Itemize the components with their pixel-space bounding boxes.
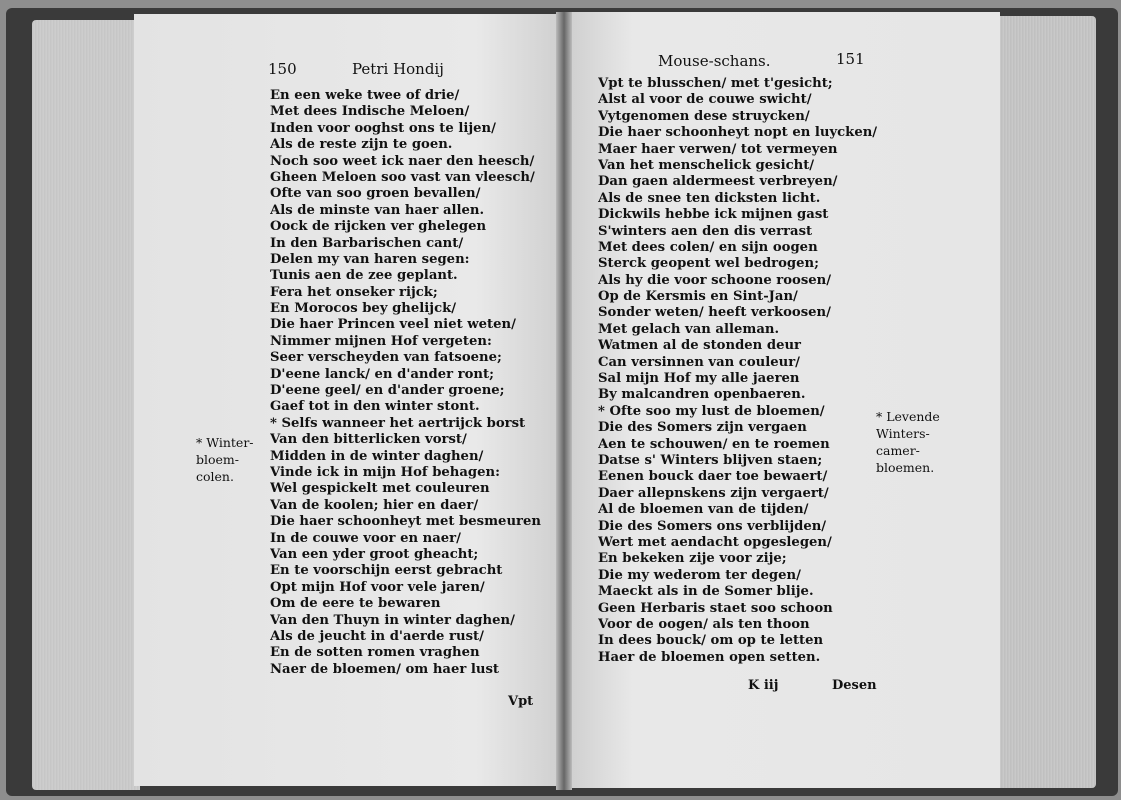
text-line: Als de snee ten dicksten licht. [598, 190, 821, 206]
text-line: Sal mijn Hof my alle jaeren [598, 371, 800, 387]
margin-note-line: bloem- [196, 452, 239, 467]
text-line: Sterck geopent wel bedrogen; [598, 256, 819, 272]
margin-note-line: camer- [876, 443, 920, 458]
text-line: Sonder weten/ heeft verkoosen/ [598, 305, 831, 321]
text-line: Delen my van haren segen: [270, 251, 470, 267]
text-line: Alst al voor de couwe swicht/ [598, 92, 812, 108]
text-line: Met dees colen/ en sijn oogen [598, 239, 818, 255]
text-line: * Ofte soo my lust de bloemen/ [598, 403, 825, 419]
text-line: Naer de bloemen/ om haer lust [270, 661, 500, 677]
right-running-head: Mouse-schans. [658, 52, 771, 70]
text-line: Gaef tot in den winter stont. [270, 399, 480, 415]
right-page-text [598, 76, 877, 666]
text-line: Van den bitterlicken vorst/ [270, 432, 467, 448]
text-line: Nimmer mijnen Hof vergeten: [270, 333, 492, 349]
text-line: Van het menschelick gesicht/ [598, 157, 815, 173]
right-catchword: Desen [832, 678, 877, 693]
text-line: Als de minste van haer allen. [270, 202, 485, 218]
text-line: By malcandren openbaeren. [598, 387, 806, 403]
text-line: Haer de bloemen open setten. [598, 649, 821, 665]
text-line: Fera het onseker rijck; [270, 284, 438, 300]
text-line: Wel gespickelt met couleuren [270, 481, 490, 497]
text-line: Dan gaen aldermeest verbreyen/ [598, 174, 838, 190]
text-line: In den Barbarischen cant/ [270, 235, 464, 251]
left-page-text [270, 88, 541, 678]
margin-note-line: bloemen. [876, 460, 935, 475]
text-line: Aen te schouwen/ en te roemen [598, 436, 830, 452]
text-line: Eenen bouck daer toe bewaert/ [598, 469, 828, 485]
text-line: Datse s' Winters blijven staen; [598, 452, 823, 468]
text-line: Daer allepnskens zijn vergaert/ [598, 485, 829, 501]
text-line: Noch soo weet ick naer den heesch/ [270, 153, 535, 169]
text-line: S'winters aen den dis verrast [598, 223, 813, 239]
text-line: Dickwils hebbe ick mijnen gast [598, 207, 829, 223]
text-line: Van de koolen; hier en daer/ [270, 497, 479, 513]
text-line: Oock de rijcken ver ghelegen [270, 219, 487, 235]
page-signature: K iij [748, 678, 779, 693]
text-line: En bekeken zije voor zije; [598, 551, 787, 567]
book-gutter [556, 12, 572, 790]
left-margin-note [196, 434, 254, 485]
text-line: Wert met aendacht opgeslegen/ [598, 534, 832, 550]
text-line: Inden voor ooghst ons te lijen/ [270, 120, 496, 136]
left-page-number: 150 [268, 60, 297, 78]
text-line: Vytgenomen dese struycken/ [598, 108, 810, 124]
left-running-head: Petri Hondij [352, 60, 444, 78]
text-line: Die des Somers zijn vergaen [598, 420, 807, 436]
text-line: Voor de oogen/ als ten thoon [598, 616, 810, 632]
text-line: In de couwe voor en naer/ [270, 530, 461, 546]
text-line: Seer verscheyden van fatsoene; [270, 350, 502, 366]
text-line: Ofte van soo groen bevallen/ [270, 186, 481, 202]
right-margin-note [876, 408, 940, 476]
text-line: Die my wederom ter degen/ [598, 567, 801, 583]
text-line: En te voorschijn eerst gebracht [270, 563, 503, 579]
margin-note-line: * Winter- [196, 435, 254, 450]
text-line: * Selfs wanneer het aertrijck borst [270, 415, 526, 431]
text-line: En de sotten romen vraghen [270, 645, 480, 661]
margin-note-line: Winters- [876, 426, 930, 441]
text-line: En een weke twee of drie/ [270, 88, 460, 103]
right-page-edges [992, 16, 1096, 788]
text-line: Can versinnen van couleur/ [598, 354, 800, 370]
text-line: Met gelach van alleman. [598, 321, 780, 337]
text-line: D'eene lanck/ en d'ander ront; [270, 366, 494, 382]
text-line: Die haer Princen veel niet weten/ [270, 317, 516, 333]
text-line: En Morocos bey ghelijck/ [270, 301, 457, 317]
text-line: Als hy die voor schoone roosen/ [598, 272, 832, 288]
text-line: Om de eere te bewaren [270, 596, 441, 612]
left-catchword: Vpt [508, 694, 534, 709]
text-line: Van een yder groot gheacht; [270, 546, 479, 562]
text-line: Al de bloemen van de tijden/ [598, 502, 809, 518]
margin-note-line: colen. [196, 469, 234, 484]
text-line: Die haer schoonheyt met besmeuren [270, 514, 541, 530]
margin-note-line: * Levende [876, 409, 940, 424]
text-line: Tunis aen de zee geplant. [270, 268, 458, 284]
text-line: Vpt te blusschen/ met t'gesicht; [598, 76, 833, 91]
text-line: Maeckt als in de Somer blije. [598, 584, 814, 600]
text-line: Vinde ick in mijn Hof behagen: [270, 464, 501, 480]
text-line: Die des Somers ons verblijden/ [598, 518, 827, 534]
text-line: Als de jeucht in d'aerde rust/ [270, 628, 484, 644]
text-line: Die haer schoonheyt nopt en luycken/ [598, 125, 878, 141]
text-line: Opt mijn Hof voor vele jaren/ [270, 579, 485, 595]
text-line: Op de Kersmis en Sint-Jan/ [598, 289, 798, 305]
text-line: Watmen al de stonden deur [598, 338, 802, 354]
text-line: Geen Herbaris staet soo schoon [598, 600, 833, 616]
text-line: In dees bouck/ om op te letten [598, 633, 824, 649]
text-line: Maer haer verwen/ tot vermeyen [598, 141, 838, 157]
text-line: Als de reste zijn te goen. [270, 137, 453, 153]
text-line: Met dees Indische Meloen/ [270, 104, 470, 120]
text-line: Gheen Meloen soo vast van vleesch/ [270, 169, 535, 185]
text-line: Midden in de winter daghen/ [270, 448, 484, 464]
text-line: D'eene geel/ en d'ander groene; [270, 383, 505, 399]
right-page-number: 151 [836, 50, 865, 68]
left-page-edges [32, 20, 140, 790]
text-line: Van den Thuyn in winter daghen/ [270, 612, 515, 628]
